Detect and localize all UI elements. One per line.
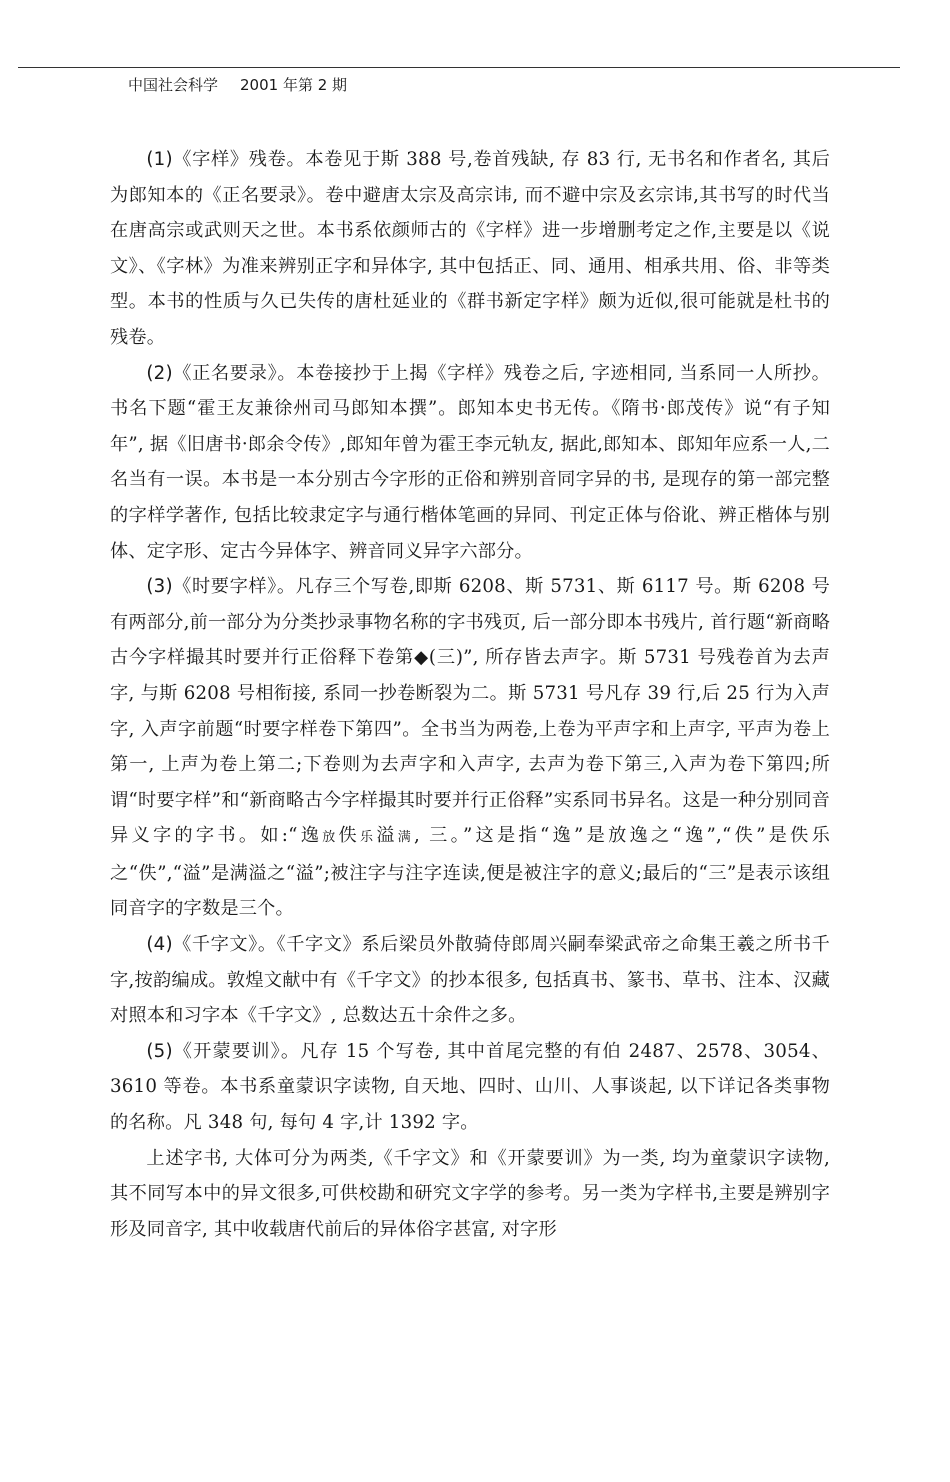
paragraph-4: [110, 927, 830, 1034]
paragraph-text: , 三。”这是指“逸”是放逸之“逸”,“佚”是佚乐之“佚”,“溢”是满溢之“溢”;被注字与注字连读,便是被注字的意义;最后的“三”是表示该组同音字的字数是三个。: [110, 825, 831, 920]
paragraph-6: [110, 1141, 830, 1248]
paragraph-text: 佚: [338, 825, 360, 847]
paragraph-text: 《字样》残卷。本卷见于斯 388 号,卷首残缺, 存 83 行, 无书名和作者名, 其后为郎知本的《正名要录》。卷中避唐太宗及高宗讳, 而不避中宗及玄宗讳,其书写的时代当在唐高宗或武则天之世。本书系依颜师古的《字样》进一步增删考定之作,主要是以《说文》、《字林》为准来辨别正字和异体字, 其中包括正、同、通用、相承共用、俗、非等类型。本书的性质与久已失传的唐杜延业的《群书新定字样》颇为近似,很可能就是杜书的残卷。: [110, 149, 830, 348]
paragraph-5: [110, 1034, 830, 1141]
article-body: [110, 142, 830, 1247]
inline-note: 满: [397, 830, 415, 846]
paragraph-text: 溢: [376, 825, 398, 847]
inline-note: 放: [322, 830, 339, 846]
inline-note: 乐: [359, 830, 377, 846]
paragraph-2: [110, 356, 830, 570]
item-number: (2): [146, 362, 173, 384]
item-number: (5): [146, 1040, 173, 1062]
issue-number: 2001 年第 2 期: [240, 76, 348, 94]
paragraph-text: 《时要字样》。凡存三个写卷,即斯 6208、斯 5731、斯 6117 号。斯 6208 号有两部分,前一部分为分类抄录事物名称的字书残页, 后一部分即本书残片, 首行题“新商略古今字样撮其时要并行正俗释下卷第◆(三)”, 所存皆去声字。斯 5731 号残卷首为去声字, 与斯 6208 号相衔接, 系同一抄卷断裂为二。斯 5731 号凡存 39 行,后 25 行为入声字, 入声字前题“时要字样卷下第四”。全书当为两卷,上卷为平声字和上声字, 平声为卷上第一, 上声为卷上第二;下卷则为去声字和入声字, 去声为卷下第三,入声为卷下第四;所谓“时要字样”和“新商略古今字样撮其时要并行正俗释”实系同书异名。这是一种分别同音异义字的字书。如:“逸: [110, 576, 830, 847]
item-number: (1): [146, 149, 173, 170]
paragraph-text: 《千字文》。《千字文》系后梁员外散骑侍郎周兴嗣奉梁武帝之命集王羲之所书千字,按韵编成。敦煌文献中有《千字文》的抄本很多, 包括真书、篆书、草书、注本、汉藏对照本和习字本《千字文》, 总数达五十余件之多。: [110, 934, 830, 1027]
paragraph-1: [110, 142, 830, 356]
item-number: (3): [146, 576, 173, 598]
journal-title: 中国社会科学: [128, 76, 219, 94]
paragraph-text: 上述字书, 大体可分为两类,《千字文》和《开蒙要训》为一类, 均为童蒙识字读物, 其不同写本中的异文很多,可供校勘和研究文字学的参考。另一类为字样书,主要是辨别字形及同音字, 其中收载唐代前后的异体俗字甚富, 对字形: [110, 1147, 830, 1240]
paragraph-text: 《正名要录》。本卷接抄于上揭《字样》残卷之后, 字迹相同, 当系同一人所抄。书名下题“霍王友兼徐州司马郎知本撰”。郎知本史书无传。《隋书·郎茂传》说“有子知年”, 据《旧唐书·郎余令传》,郎知年曾为霍王李元轨友, 据此,郎知本、郎知年应系一人,二名当有一误。本书是一本分别古今字形的正俗和辨别音同字异的书, 是现存的第一部完整的字样学著作, 包括比较隶定字与通行楷体笔画的异同、刊定正体与俗讹、辨正楷体与别体、定字形、定古今异体字、辨音同义异字六部分。: [110, 362, 830, 562]
item-number: (4): [146, 934, 173, 956]
running-header: [128, 74, 347, 95]
paragraph-text: 《开蒙要训》。凡存 15 个写卷, 其中首尾完整的有伯 2487、2578、3054、3610 等卷。本书系童蒙识字读物, 自天地、四时、山川、人事谈起, 以下详记各类事物的名称。凡 348 句, 每句 4 字,计 1392 字。: [110, 1040, 830, 1134]
header-rule: [18, 67, 900, 68]
paragraph-3: [110, 569, 830, 927]
